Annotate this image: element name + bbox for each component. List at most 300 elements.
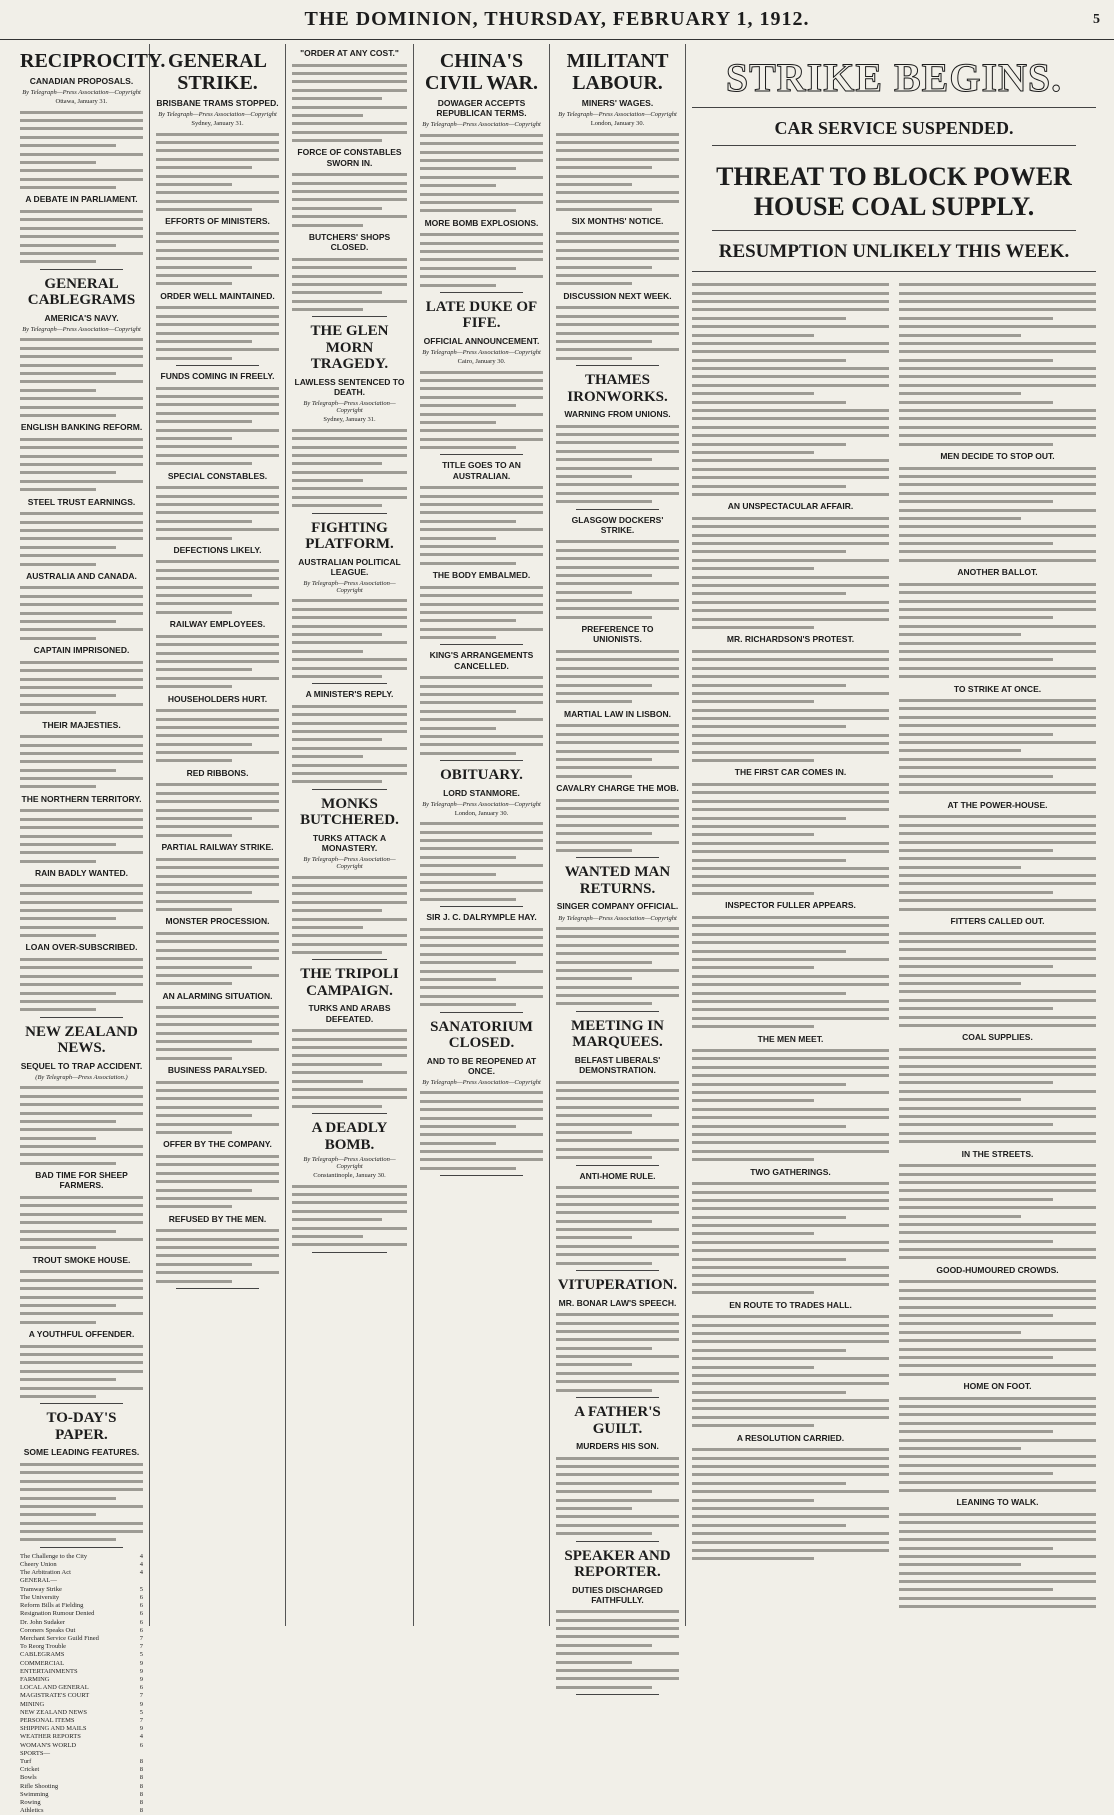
headline: OBITUARY. [440,767,523,784]
subheading: AN ALARMING SITUATION. [162,990,273,1001]
contents-label: Tramway Strike [20,1585,62,1593]
divider [440,644,523,645]
contents-label: Swimming [20,1790,49,1798]
contents-label: GENERAL— [20,1577,57,1585]
divider [576,365,659,366]
contents-page: 6 [139,1593,143,1601]
article-text-block [899,467,1096,562]
contents-page: 6 [139,1741,143,1749]
contents-label: Turf [20,1757,32,1765]
contents-page: 4 [139,1561,143,1569]
contents-page: 6 [139,1618,143,1626]
contents-row [20,1676,143,1684]
headline: GENERAL CABLEGRAMS [27,275,136,309]
subheading: TURKS ATTACK A MONASTERY. [312,832,387,853]
subheading: ANTI-HOME RULE. [579,1170,656,1181]
column-5 [550,44,686,1626]
press-credit: (By Telegraph—Press Association.) [35,1073,128,1081]
press-credit: By Telegraph—Press Association—Copyright [303,400,396,415]
contents-label: Resignation Rumour Denied [20,1610,95,1618]
subheading: SPECIAL CONSTABLES. [167,470,268,481]
page-columns [14,44,1102,1815]
contents-label: Athletics [20,1807,44,1815]
article-text-block [156,560,279,613]
subheading: LOAN OVER-SUBSCRIBED. [25,942,138,953]
contents-row [20,1774,143,1782]
contents-page: 6 [139,1602,143,1610]
article-text-block [556,1186,679,1265]
contents-row [20,1561,143,1569]
headline: THE TRIPOLI CAMPAIGN. [300,966,399,999]
subheading: AUSTRALIA AND CANADA. [26,570,137,581]
divider [312,1113,387,1114]
article-text-block [692,916,889,1028]
headline: A DEADLY BOMB. [311,1120,388,1153]
article-text-block [899,815,1096,910]
article-text-block [692,1315,889,1427]
subheading: MORE BOMB EXPLOSIONS. [424,217,539,228]
subheading: MURDERS HIS SON. [576,1441,659,1452]
article-text-block [156,133,279,212]
article-text-block [292,705,407,784]
divider [176,1288,259,1289]
contents-row [20,1635,143,1643]
contents-label: LOCAL AND GENERAL [20,1684,89,1692]
divider [692,107,1096,108]
contents-label: Cheery Union [20,1561,57,1569]
contents-page: 8 [139,1782,143,1790]
subheading: EFFORTS OF MINISTERS. [165,216,270,227]
contents-row [20,1577,143,1585]
strike-story-right [899,278,1096,1614]
article-text-block [556,724,679,777]
article-text-block [20,1196,143,1249]
contents-page: 9 [139,1675,143,1683]
article-text-block [692,783,889,895]
divider [40,1547,123,1548]
divider [440,454,523,455]
contents-row [20,1643,143,1651]
article-text-block [156,1081,279,1134]
headline: SPEAKER AND REPORTER. [564,1547,671,1580]
article-text-block [292,429,407,508]
contents-page: 6 [139,1684,143,1692]
subheading: ANOTHER BALLOT. [957,567,1038,578]
article-text-block [899,1280,1096,1375]
article-text-block [156,709,279,762]
article-text-block [692,1448,889,1560]
subheading: A RESOLUTION CARRIED. [736,1432,845,1443]
subheading: MINERS' WAGES. [581,98,654,108]
contents-row [20,1758,143,1766]
article-text-block [156,858,279,911]
article-text-block [20,438,143,491]
article-text-block [20,210,143,263]
subheading: THEIR MAJESTIES. [42,719,121,730]
contents-page: 7 [139,1643,143,1651]
headline: THAMES IRONWORKS. [567,372,668,405]
subheading: THE FIRST CAR COMES IN. [734,767,847,778]
divider [312,789,387,790]
article-text-block [156,1229,279,1282]
article-text-block [156,932,279,985]
strike-story-left [692,278,889,1614]
subheading: RAIN BADLY WANTED. [34,868,129,879]
subheading: GLASGOW DOCKERS' STRIKE. [571,514,664,535]
subheading: A YOUTHFUL OFFENDER. [28,1329,135,1340]
divider [440,906,523,907]
contents-page: 9 [139,1667,143,1675]
dateline: Cairo, January 30. [457,358,506,366]
article-text-block [556,650,679,703]
contents-row [20,1619,143,1627]
divider [312,513,387,514]
article-text-block [156,1006,279,1059]
press-credit: By Telegraph—Press Association—Copyright [422,349,541,357]
contents-row [20,1766,143,1774]
contents-row [20,1553,143,1561]
press-credit: By Telegraph—Press Association—Copyright [303,1156,396,1171]
dateline: Ottawa, January 31. [55,98,108,106]
press-credit: By Telegraph—Press Association—Copyright [422,121,541,129]
article-text-block [292,1185,407,1247]
article-text-block [20,1270,143,1323]
contents-page: 8 [139,1798,143,1806]
contents-page: 9 [139,1659,143,1667]
article-text-block [156,783,279,836]
subheading: INSPECTOR FULLER APPEARS. [725,900,856,911]
contents-label: ENTERTAINMENTS [20,1667,78,1675]
article-text-block [20,338,143,417]
divider [576,1011,659,1012]
headline: A FATHER'S GUILT. [574,1404,661,1437]
contents-label: The University [20,1593,60,1601]
dateline: Sydney, January 31. [191,120,244,128]
subheading: DUTIES DISCHARGED FAITHFULLY. [572,1584,663,1605]
subheading: BUTCHERS' SHOPS CLOSED. [308,231,391,253]
contents-page: 4 [139,1569,143,1577]
headline: VITUPERATION. [557,1277,678,1294]
article-text-block [556,540,679,619]
contents-page: 5 [139,1651,143,1659]
article-text-block [20,1086,143,1165]
subheading: OFFER BY THE COMPANY. [163,1139,272,1150]
subheading: RAILWAY EMPLOYEES. [169,619,266,630]
contents-label: FARMING [20,1675,50,1683]
article-text-block [420,233,543,286]
subheading: DOWAGER ACCEPTS REPUBLICAN TERMS. [436,98,527,119]
contents-page: 6 [139,1610,143,1618]
article-text-block [556,232,679,285]
article-text-block [20,735,143,788]
article-text-block [556,1313,679,1392]
contents-page: 6 [139,1626,143,1634]
subheading: DEFECTIONS LIKELY. [173,544,262,555]
headline: WANTED MAN RETURNS. [564,864,671,897]
contents-page: 4 [139,1552,143,1560]
column-3 [286,44,414,1626]
divider [440,1175,523,1176]
subheading: TURKS AND ARABS DEFEATED. [308,1003,391,1024]
subheading: SEQUEL TO TRAP ACCIDENT. [20,1060,143,1071]
article-text-block [156,1155,279,1208]
divider [576,1694,659,1695]
contents-label: SHIPPING AND MAILS [20,1725,87,1733]
divider [712,145,1076,146]
contents-page: 7 [139,1692,143,1700]
subheading: MEN DECIDE TO STOP OUT. [940,450,1055,461]
press-credit: By Telegraph—Press Association—Copyright [422,800,541,808]
subheading: MR. BONAR LAW'S SPEECH. [558,1297,677,1308]
article-text-block [556,927,679,1006]
article-text-block [156,486,279,539]
headline: FIGHTING PLATFORM. [305,519,394,553]
subheading: DISCUSSION NEXT WEEK. [563,290,672,301]
subheading: STEEL TRUST EARNINGS. [27,496,136,507]
contents-label: WEATHER REPORTS [20,1733,81,1741]
subheading: WARNING FROM UNIONS. [564,409,671,420]
subheading: CAPTAIN IMPRISONED. [33,645,130,656]
subheading: AUSTRALIAN POLITICAL LEAGUE. [298,556,401,577]
contents-label: PERSONAL ITEMS [20,1716,75,1724]
contents-row [20,1791,143,1799]
article-text-block [556,425,679,504]
press-credit: By Telegraph—Press Association—Copyright [558,914,677,922]
subheading: MARTIAL LAW IN LISBON. [563,708,672,719]
column-4 [414,44,550,1626]
subheading: FORCE OF CONSTABLES SWORN IN. [297,147,402,168]
subheading: LEANING TO WALK. [956,1497,1039,1508]
divider [312,683,387,684]
contents-row [20,1684,143,1692]
subheading: OFFICIAL ANNOUNCEMENT. [423,335,540,346]
subheadline-power-house: THREAT TO BLOCK POWER HOUSE COAL SUPPLY. [716,162,1072,221]
headline: GENERAL STRIKE. [168,50,267,94]
article-text-block [156,635,279,688]
divider [692,271,1096,272]
subheading: BAD TIME FOR SHEEP FARMERS. [35,1170,128,1191]
subheading: ENGLISH BANKING REFORM. [20,422,143,433]
contents-page: 8 [139,1766,143,1774]
subheading: BRISBANE TRAMS STOPPED. [156,98,279,108]
headline: LATE DUKE OF FIFE. [425,298,538,332]
divider [176,365,259,366]
press-credit: By Telegraph—Press Association—Copyright [558,111,677,119]
contents-label: Merchant Service Guild Fined [20,1634,99,1642]
contents-label: Rifle Shooting [20,1782,59,1790]
contents-page: 4 [139,1733,143,1741]
contents-label: Coroners Speaks Out [20,1626,76,1634]
subheading: A DEBATE IN PARLIAMENT. [25,194,138,205]
contents-label: Dr. John Sudaker [20,1618,65,1626]
contents-row [20,1651,143,1659]
subheading: SIR J. C. DALRYMPLE HAY. [426,912,537,923]
dateline: London, January 30. [454,809,509,817]
contents-row [20,1742,143,1750]
subheading: TROUT SMOKE HOUSE. [32,1254,131,1265]
subheading: BELFAST LIBERALS' DEMONSTRATION. [574,1054,661,1076]
contents-row [20,1709,143,1717]
press-credit: By Telegraph—Press Association—Copyright [303,580,396,595]
contents-page: 8 [139,1757,143,1765]
article-text-block [899,1397,1096,1492]
contents-label: WOMAN'S WORLD [20,1741,77,1749]
subheading: SINGER COMPANY OFFICIAL. [556,901,679,912]
article-text-block [899,1164,1096,1259]
subheading: THE NORTHERN TERRITORY. [21,793,142,804]
contents-label: Reform Bills at Fielding [20,1602,84,1610]
contents-row [20,1717,143,1725]
contents-page: 5 [139,1708,143,1716]
subheading: MR. RICHARDSON'S PROTEST. [726,634,855,645]
subheading: FUNDS COMING IN FREELY. [160,371,275,382]
contents-label: To Reorg Trouble [20,1643,67,1651]
dateline: Constantinople, January 30. [313,1172,386,1180]
contents-row [20,1783,143,1791]
divider [40,269,123,270]
subheading: A MINISTER'S REPLY. [305,689,394,700]
article-text-block [20,809,143,862]
article-text-block [292,64,407,143]
headline: THE GLEN MORN TRAGEDY. [310,323,389,373]
article-text-block [20,111,143,190]
contents-row [20,1660,143,1668]
contents-page: 9 [139,1700,143,1708]
contents-row [20,1594,143,1602]
contents-row [20,1807,143,1815]
masthead [0,0,1114,40]
article-text-block [692,283,889,496]
article-text-block [556,1457,679,1536]
contents-row [20,1668,143,1676]
press-credit: By Telegraph—Press Association—Copyright [303,856,396,871]
article-text-block [899,932,1096,1027]
article-text-block [292,599,407,678]
subheading: AN UNSPECTACULAR AFFAIR. [727,501,854,512]
article-text-block [899,699,1096,794]
article-text-block [420,371,543,450]
headline: MONKS BUTCHERED. [300,795,399,829]
contents-page: 8 [139,1774,143,1782]
article-text-block [899,583,1096,678]
subheading: AND TO BE REOPENED AT ONCE. [426,1055,537,1076]
article-text-block [420,486,543,565]
contents-row [20,1725,143,1733]
contents-label: Bowls [20,1774,37,1782]
contents-label: MINING [20,1700,45,1708]
article-text-block [20,1463,143,1542]
article-text-block [20,661,143,714]
contents-row [20,1750,143,1758]
subheading: COAL SUPPLIES. [962,1032,1033,1043]
subheading: FITTERS CALLED OUT. [950,916,1045,927]
banner-headline: STRIKE BEGINS. [725,55,1063,100]
press-credit: By Telegraph—Press Association—Copyright [22,89,141,97]
masthead-title: THE DOMINION, THURSDAY, FEBRUARY 1, 1912. [304,8,810,30]
article-text-block [692,517,889,629]
contents-row [20,1701,143,1709]
article-text-block [420,1091,543,1170]
contents-page: 8 [139,1807,143,1815]
article-text-block [20,884,143,937]
subheading: "ORDER AT ANY COST." [300,48,399,58]
subheading: REFUSED BY THE MEN. [168,1213,267,1224]
divider [40,1403,123,1404]
contents-label: Cricket [20,1766,40,1774]
subheading: MONSTER PROCESSION. [165,916,270,927]
divider [576,857,659,858]
contents-row [20,1602,143,1610]
article-text-block [899,1513,1096,1608]
subheading: EN ROUTE TO TRADES HALL. [729,1299,852,1310]
subheading: AMERICA'S NAVY. [44,312,119,323]
subheading: ORDER WELL MAINTAINED. [160,290,275,301]
divider [312,1252,387,1253]
article-text-block [20,586,143,639]
article-text-block [156,306,279,359]
contents-label: The Arbitration Act [20,1569,71,1577]
article-text-block [692,1049,889,1161]
divider [312,316,387,317]
article-text-block [556,799,679,852]
subheading: KING'S ARRANGEMENTS CANCELLED. [429,650,534,671]
contents-page: 7 [139,1716,143,1724]
contents-label: CABLEGRAMS [20,1651,65,1659]
article-text-block [292,258,407,311]
subheading: SIX MONTHS' NOTICE. [571,216,664,227]
article-text-block [692,1182,889,1294]
article-text-block [420,928,543,1007]
divider [440,760,523,761]
headline: TO-DAY'S PAPER. [46,1410,117,1443]
subheading: THE BODY EMBALMED. [432,570,531,581]
subheading: PARTIAL RAILWAY STRIKE. [161,842,274,853]
article-text-block [420,676,543,755]
subheading: RED RIBBONS. [186,767,249,778]
subheading: CANADIAN PROPOSALS. [29,76,134,86]
article-text-block [20,1345,143,1398]
subheading: THE MEN MEET. [757,1033,824,1044]
subheadline-resumption: RESUMPTION UNLIKELY THIS WEEK. [718,240,1070,262]
headline: SANATORIUM CLOSED. [430,1018,533,1052]
article-text-block [556,133,679,212]
divider [712,230,1076,231]
subheading: SOME LEADING FEATURES. [23,1447,140,1458]
subheading: BUSINESS PARALYSED. [167,1065,268,1076]
article-text-block [420,134,543,213]
contents-page: 8 [139,1790,143,1798]
headline: MILITANT LABOUR. [566,50,669,94]
subheading: HOME ON FOOT. [963,1381,1032,1392]
divider [312,959,387,960]
article-text-block [156,232,279,285]
contents-row [20,1569,143,1577]
divider [440,1012,523,1013]
subheading: IN THE STREETS. [961,1148,1034,1159]
contents-label: COMMERCIAL [20,1659,65,1667]
subheading: LAWLESS SENTENCED TO DEATH. [294,376,405,398]
article-text-block [20,512,143,565]
column-2 [150,44,286,1626]
subheadline-car-service: CAR SERVICE SUSPENDED. [774,118,1014,138]
contents-label: MAGISTRATE'S COURT [20,1692,90,1700]
subheading: TITLE GOES TO AN AUSTRALIAN. [442,460,521,481]
article-text-block [292,1029,407,1108]
subheading: GOOD-HUMOURED CROWDS. [936,1264,1059,1275]
contents-row [20,1627,143,1635]
article-text-block [556,1610,679,1689]
contents-page: 7 [139,1634,143,1642]
